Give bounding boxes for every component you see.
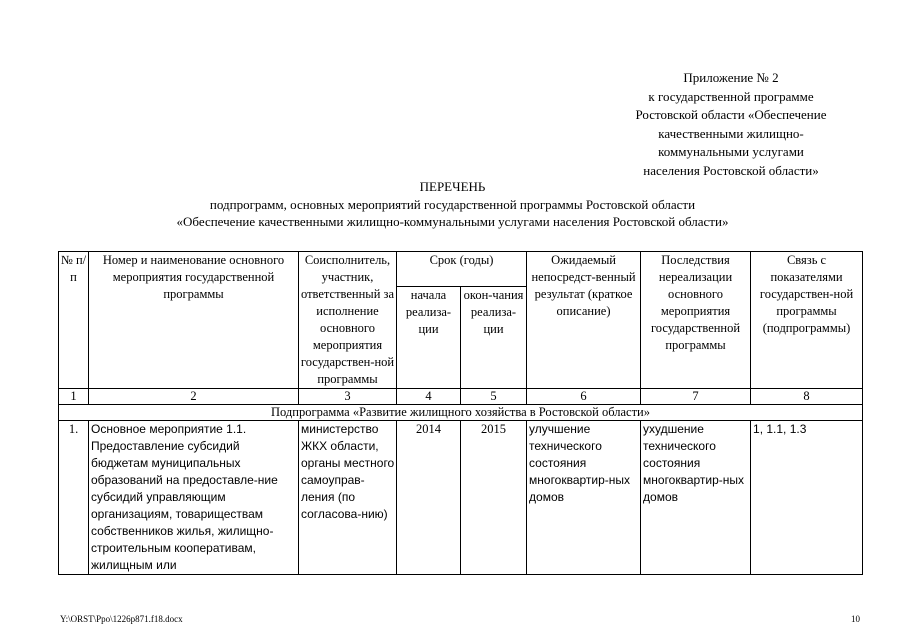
appendix-line: Ростовской области «Обеспечение	[635, 107, 827, 122]
header-executor: Соисполнитель, участник, ответственный за исполнение основного мероприятия государствен-ной программы	[299, 252, 397, 389]
table-row	[59, 421, 863, 575]
appendix-line: к государственной программе	[648, 88, 814, 104]
appendix-block	[621, 69, 841, 180]
footer-file-path: Y:\ORST\Ppo\1226p871.f18.docx	[60, 614, 183, 624]
appendix-line: коммунальными услугами	[658, 144, 804, 159]
header-link: Связь с показателями государствен-ной программы (подпрограммы)	[751, 252, 863, 389]
column-number: 5	[461, 389, 527, 405]
row-link: 1, 1.1, 1.3	[751, 421, 863, 575]
row-result: улучшение технического состояния многоквартир-ных домов	[527, 421, 641, 575]
header-consequences: Последствия нереализации основного мероприятия государственной программы	[641, 252, 751, 389]
subprogram-row	[59, 405, 863, 421]
column-number: 4	[397, 389, 461, 405]
row-end: 2015	[461, 421, 527, 575]
document-subtitle: «Обеспечение качественными жилищно-коммунальными услугами населения Ростовской области»	[176, 214, 729, 229]
appendix-line: Приложение № 2	[683, 70, 779, 85]
header-num: № п/п	[59, 252, 89, 389]
row-num: 1.	[59, 421, 89, 575]
column-number: 3	[299, 389, 397, 405]
appendix-line: населения Ростовской области»	[643, 162, 819, 178]
column-number: 1	[59, 389, 89, 405]
header-row	[59, 252, 863, 287]
footer-page-number: 10	[851, 614, 860, 624]
subprogram-title: Подпрограмма «Развитие жилищного хозяйства в Ростовской области»	[59, 405, 863, 421]
document-subtitle: подпрограмм, основных мероприятий государственной программы Ростовской области	[209, 196, 696, 212]
measures-table	[58, 251, 863, 575]
header-start: начала реализа-ции	[397, 287, 461, 389]
header-end: окон-чания реализа-ции	[461, 287, 527, 389]
column-numbers-row	[59, 389, 863, 405]
row-name: Основное мероприятие 1.1. Предоставление субсидий бюджетам муниципальных образований на предоставле-ние субсидий управляющим организациям, товариществам собственников жилья, жилищно-строительным кооперативам, жилищным или	[89, 421, 299, 575]
header-result: Ожидаемый непосредст-венный результат (краткое описание)	[527, 252, 641, 389]
header-name: Номер и наименование основного мероприятия государственной программы	[89, 252, 299, 389]
row-start: 2014	[397, 421, 461, 575]
header-term: Срок (годы)	[397, 252, 527, 287]
row-executor: министерство ЖКХ области, органы местного самоуправ-ления (по согласова-нию)	[299, 421, 397, 575]
column-number: 7	[641, 389, 751, 405]
document-heading	[0, 178, 905, 231]
column-number: 6	[527, 389, 641, 405]
column-number: 8	[751, 389, 863, 405]
appendix-line: качественными жилищно-	[658, 125, 804, 141]
column-number: 2	[89, 389, 299, 405]
document-title: ПЕРЕЧЕНЬ	[419, 179, 486, 194]
row-consequences: ухудшение технического состояния многоквартир-ных домов	[641, 421, 751, 575]
